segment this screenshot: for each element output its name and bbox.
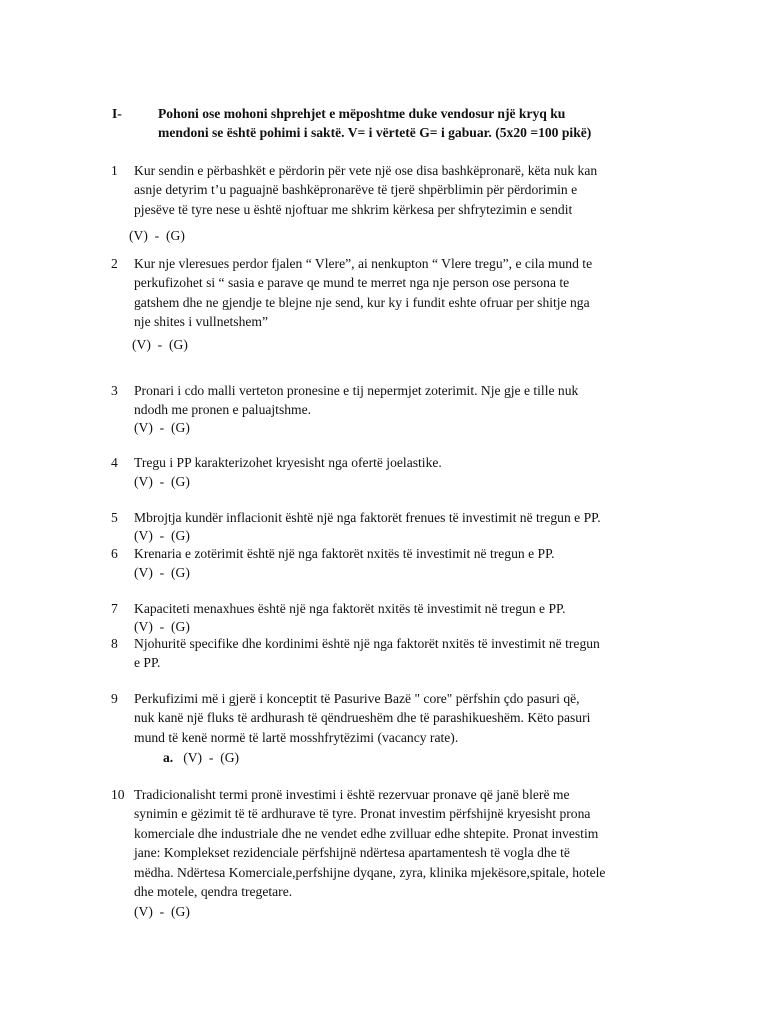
section-number: I- (112, 106, 122, 121)
answer-options-6[interactable]: (V) - (G) (134, 565, 190, 580)
question-text: Perkufizimi më i gjerë i konceptit të Pasurive Bazë " core" përfshin çdo pasuri që, nuk kanë një fluks të ardhurash të qëndrueshëm dhe të parashikueshëm. Këto pasuri mund të kenë normë të lartë mosshfrytëzimi (vacancy rate). (134, 691, 591, 745)
question-text: Tradicionalisht termi pronë investimi i është rezervuar pronave që janë blerë me synimin e gëzimit të të ardhurave të tyre. Pronat investim përfshijnë kryesisht prona komerciale dhe industriale dhe ne vendet edhe zvilluar edhe shtepite. Pronat investim jane: Komplekset rezidenciale përfshijnë ndërtesa apartamentesh të vogla dhe të mëdha. Ndërtesa Komerciale,perfshijne dyqane, zyra, klinika mjekësore,spitale, hotele dhe motele, qendra tregetare. (134, 787, 606, 900)
answer-options-9[interactable] (163, 748, 239, 767)
answer-options-5[interactable]: (V) - (G) (134, 528, 190, 543)
question-number: 6 (111, 546, 118, 561)
answer-options-text: (V) - (G) (183, 750, 240, 765)
question-number: 5 (111, 510, 118, 525)
answer-options-4[interactable]: (V) - (G) (134, 474, 190, 489)
question-number: 2 (111, 256, 118, 271)
question-text: Kapaciteti menaxhues është një nga faktorët nxitës të investimit në tregun e PP. (134, 601, 566, 616)
question-text: Tregu i PP karakterizohet kryesisht nga ofertë joelastike. (134, 455, 442, 470)
question-text: Mbrojtja kundër inflacionit është një nga faktorët frenues të investimit në tregun e PP. (134, 510, 601, 525)
answer-options-7[interactable]: (V) - (G) (134, 619, 190, 634)
question-text: Njohuritë specifike dhe kordinimi është një nga faktorët nxitës të investimit në tregun e PP. (134, 636, 600, 671)
question-number: 3 (111, 383, 118, 398)
section-instruction: Pohoni ose mohoni shprehjet e mëposhtme duke vendosur një kryq ku mendoni se është pohimi i saktë. V= i vërtetë G= i gabuar. (5x20 =100 pikë) (158, 106, 592, 141)
question-number: 8 (111, 636, 118, 651)
question-text: Pronari i cdo malli verteton pronesine e tij nepermjet zoterimit. Nje gje e tille nuk ndodh me pronen e paluajtshme. (134, 383, 579, 418)
question-number: 4 (111, 455, 118, 470)
question-number: 7 (111, 601, 118, 616)
answer-options-3[interactable]: (V) - (G) (134, 420, 190, 435)
question-text: Kur sendin e përbashkët e përdorin për vete një ose disa bashkëpronarë, këta nuk kan asnje detyrim t’u paguajnë bashkëpronarëve të tjerë shpërblimin për përdorimin e pjesëve të tyre nese u është njoftuar me shkrim kërkesa per shfrytezimin e sendit (134, 163, 598, 217)
question-text: Krenaria e zotërimit është një nga faktorët nxitës të investimit në tregun e PP. (134, 546, 555, 561)
question-number: 10 (111, 787, 125, 802)
question-number: 1 (111, 163, 118, 178)
question-number: 9 (111, 691, 118, 706)
answer-prefix: a. (163, 750, 174, 765)
answer-options-10[interactable]: (V) - (G) (134, 904, 190, 919)
answer-options-1[interactable]: (V) - (G) (129, 228, 185, 243)
question-text: Kur nje vleresues perdor fjalen “ Vlere”, ai nenkupton “ Vlere tregu”, e cila mund te perkufizohet si “ sasia e parave qe mund te merret nga nje person ose persona te gatshem dhe ne gjendje te blejne nje send, kur ky i fundit eshte ofruar per shitje nga nje shites i vullnetshem” (134, 256, 593, 330)
answer-options-2[interactable]: (V) - (G) (132, 337, 188, 352)
